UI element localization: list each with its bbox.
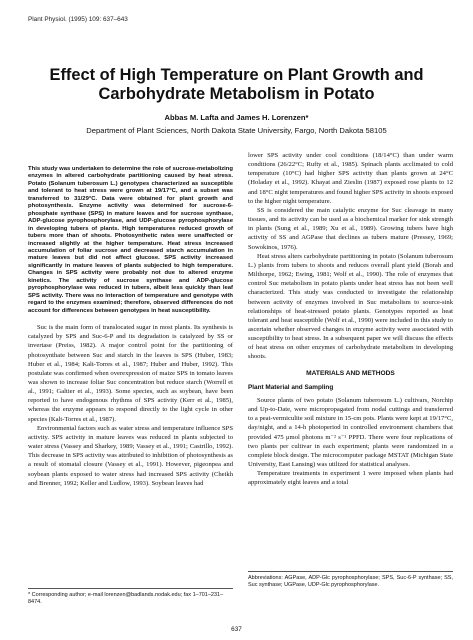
- intro-paragraph-4: SS is considered the main catalytic enzyme for Suc cleavage in many tissues, and its activity can be used as a biochemical marker for sink strength in plants (Sung et al., 1989; Xu et al., 1989). Growing tubers have high activity of SS and AGPase that declines as tubers mature (Pressey, 1969; Sowokinos, 1976).: [248, 206, 453, 251]
- page-number: 637: [231, 626, 242, 633]
- right-column: [248, 151, 453, 487]
- journal-citation: Plant Physiol. (1995) 109: 637–643: [28, 16, 128, 23]
- abbreviations-footnote: Abbreviations: AGPase, ADP-Glc pyrophosphorylase; SPS, Suc-6-P synthase; SS, Suc synthase; UGPase, UDP-Glc pyrophosphorylase.: [248, 571, 453, 589]
- methods-paragraph-2: Temperature treatments in experiment 1 were imposed when plants had approximately eight leaves and a total: [248, 470, 453, 487]
- section-heading: MATERIALS AND METHODS: [306, 369, 395, 377]
- intro-paragraph-3: lower SPS activity under cool conditions (18/14°C) than under warm conditions (26/22°C; Rufty et al., 1985). Spinach plants acclimated to cold temperature (10°C) had higher SPS activity than plants grown at 24°C (Holaday et al., 1992). Khayat and Zieslin (1987) exposed rose plants to 12 and 18°C night temperatures and found higher SPS activity in shoots exposed to the higher night temperature.: [248, 152, 454, 205]
- intro-paragraph-5: Heat stress alters carbohydrate partitioning in potato (Solanum tuberosum L.) plants from tubers to shoots and reduces overall plant yield (Borah and Milthorpe, 1962; Ewing, 1981; Wolf et al., 1990). The role of enzymes that control Suc metabolism in potato plants under heat stress has not been well characterized. This study was conducted to investigate the relationship between activity of enzymes involved in Suc metabolism to source-sink relationships of heat-stressed potato plants. Genotypes reported as heat tolerant and heat susceptible (Wolf et al., 1990) were included in this study to ascertain whether observed changes in enzyme activity were associated with susceptibility to heat stress. In a subsequent paper we will discuss the effects of heat stress on other enzymes of carbohydrate metabolism in developing shoots.: [248, 252, 453, 361]
- article-title: Effect of High Temperature on Plant Growth and Carbohydrate Metabolism in Potato: [49, 66, 424, 103]
- intro-paragraph-1: Suc is the main form of translocated sugar in most plants. Its synthesis is catalyzed by SPS and Suc-6-P and its degradation is catalyzed by SS or invertase (Preiss, 1982). A major control point for the partitioning of photosynthate between Suc and starch in the leaves is SPS (Huber, 1983; Huber et al., 1984; Kalt-Torres et al., 1987; Huber and Huber, 1992). This postulate was confirmed when overexpression of maize SPS in tomato leaves was shown to increase foliar Suc concentration but reduce starch (Worrell et al., 1991; Galtier et al., 1993). Some species, such as soybean, have been reported to have endogenous rhythms of SPS activity (Kerr et al., 1985), whereas the enzyme appears to respond directly to the light cycle in other species (Kalt-Torres et al., 1987).: [28, 324, 233, 423]
- abstract: This study was undertaken to determine the role of sucrose-metabolizing enzymes in altered carbohydrate partitioning caused by heat stress. Potato (Solanum tuberosum L.) genotypes characterized as susceptible and tolerant to heat stress were grown at 19/17°C, and a subset was transferred to 31/29°C. Data were obtained for plant growth and photosynthesis. Enzyme activity was determined for sucrose-6-phosphate synthase (SPS) in mature leaves and for sucrose synthase, ADP-glucose pyrophosphorylase, and UDP-glucose pyrophosphorylase in developing tubers of plants. High temperatures reduced growth of tubers more than of shoots. Photosynthetic rates were unaffected or increased slightly at the higher temperature. Heat stress increased accumulation of foliar sucrose and decreased starch accumulation in mature leaves but did not affect glucose. SPS activity increased significantly in mature leaves of plants subjected to high temperature. Changes in SPS activity were probably not due to altered enzyme kinetics. The activity of sucrose synthase and ADP-glucose pyrophosphorylase was reduced in tubers, albeit less quickly than leaf SPS activity. There was no interaction of temperature and genotype with regard to the enzymes examined; therefore, observed differences do not account for differences between genotypes in heat susceptibility.: [28, 166, 233, 314]
- author-list: Abbas M. Lafta and James H. Lorenzen*: [164, 113, 309, 122]
- methods-paragraph-1: Source plants of two potato (Solanum tuberosum L.) cultivars, Norchip and Up-to-Date, were micropropagated from nodal cuttings and transferred to a peat-vermiculite soil mixture in 15-cm pots. Plants were kept at 19/17°C, day/night, and a 14-h photoperiod in controlled environment chambers that provided 475 μmol photons m⁻² s⁻¹ PPFD. There were four replications of two plants per cultivar in each experiment; plants were randomized in a complete block design. The microcomputer package MSTAT (Michigan State University, East Lansing) was utilized for statistical analyses.: [248, 396, 453, 468]
- author-affiliation: Department of Plant Sciences, North Dakota State University, Fargo, North Dakota 58105: [86, 126, 387, 135]
- left-column: [28, 166, 233, 488]
- corresponding-author-footnote: * Corresponding author; e-mail lorenzen@badlands.nodak.edu; fax 1–701–231–8474.: [28, 588, 233, 606]
- intro-paragraph-2: Environmental factors such as water stress and temperature influence SPS activity. SPS activity in mature leaves was reduced in plants subjected to water stress (Vassey and Sharkey, 1989; Vassey et al., 1991; Castrillo, 1992). This decrease in SPS activity was attributed to inhibition of photosynthesis as a result of stomatal closure (Vassey et al., 1991). However, pigeonpea and soybean plants exposed to water stress had increased SPS activity (Cheikh and Brenner, 1992; Keller and Ludlow, 1993). Soybean leaves had: [28, 424, 233, 487]
- subsection-heading: Plant Material and Sampling: [248, 383, 334, 391]
